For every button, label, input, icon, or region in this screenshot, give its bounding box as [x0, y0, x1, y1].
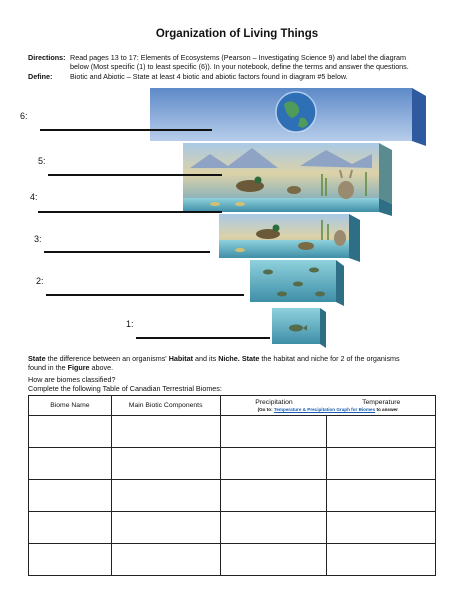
table-header-row: [29, 396, 436, 416]
cell-biotic[interactable]: [111, 544, 220, 576]
graph-link[interactable]: Temperature & Precipitation Graph for Biomes: [273, 407, 376, 412]
header-biotic-components: Main Biotic Components: [111, 396, 220, 416]
level-label-4: 4:: [30, 192, 38, 202]
cell-precip[interactable]: [220, 480, 327, 512]
cell-biotic[interactable]: [111, 512, 220, 544]
tier-community: [219, 214, 360, 262]
cell-temp[interactable]: [327, 416, 436, 448]
level-label-3: 3:: [34, 234, 42, 244]
header-precipitation: Precipitation: [255, 399, 293, 406]
cell-temp[interactable]: [327, 448, 436, 480]
tier-organism: [272, 308, 326, 348]
tier-population: [250, 260, 344, 306]
level-label-1: 1:: [126, 319, 134, 329]
level-label-5: 5:: [38, 156, 46, 166]
level-label-2: 2:: [36, 276, 44, 286]
define-text: Biotic and Abiotic – State at least 4 biotic and abiotic factors found in diagram #5 below.: [70, 72, 348, 81]
cell-precip[interactable]: [220, 544, 327, 576]
answer-line-1[interactable]: [136, 337, 270, 339]
directions-label: Directions:: [28, 53, 66, 62]
cell-biotic[interactable]: [111, 448, 220, 480]
table-row: [29, 480, 436, 512]
cell-biome[interactable]: [29, 416, 112, 448]
question-biome-classification: How are biomes classified?: [28, 375, 116, 384]
answer-line-6[interactable]: [40, 129, 212, 131]
tier-ecosystem: [183, 143, 392, 216]
table-row: [29, 512, 436, 544]
biome-table: [28, 395, 436, 576]
page-title: Organization of Living Things: [155, 28, 319, 40]
cell-precip[interactable]: [220, 448, 327, 480]
cell-biotic[interactable]: [111, 480, 220, 512]
directions-line-1: Read pages 13 to 17: Elements of Ecosystems (Pearson – Investigating Science 9) and label the diagram: [70, 53, 407, 62]
cell-precip[interactable]: [220, 512, 327, 544]
cell-biome[interactable]: [29, 544, 112, 576]
tier-biosphere: [150, 88, 426, 146]
answer-line-2[interactable]: [46, 294, 244, 296]
organization-diagram: [0, 80, 474, 350]
header-biome-name: Biome Name: [29, 396, 112, 416]
table-row: [29, 448, 436, 480]
cell-biome[interactable]: [29, 448, 112, 480]
table-row: [29, 416, 436, 448]
directions-line-2: below (Most specific (1) to least specific (6)). In your notebook, define the terms and answer the questions.: [70, 62, 409, 71]
question-habitat-niche: State the difference between an organisms' Habitat and its Niche. State the habitat and niche for 2 of the organisms found in the Figure above.: [28, 354, 400, 373]
cell-temp[interactable]: [327, 544, 436, 576]
level-label-6: 6:: [20, 111, 28, 121]
cell-precip[interactable]: [220, 416, 327, 448]
header-precip-temp: [220, 396, 436, 416]
cell-biome[interactable]: [29, 480, 112, 512]
answer-line-3[interactable]: [44, 251, 210, 253]
header-temperature: Temperature: [362, 399, 401, 406]
header-note: (Go to: Temperature & Precipitation Graph for Biomes to answer: [257, 407, 398, 412]
cell-biome[interactable]: [29, 512, 112, 544]
table-instructions: Complete the following Table of Canadian Terrestrial Biomes:: [28, 384, 222, 393]
answer-line-5[interactable]: [48, 174, 222, 176]
cell-biotic[interactable]: [111, 416, 220, 448]
answer-line-4[interactable]: [38, 211, 222, 213]
table-row: [29, 544, 436, 576]
directions-text: [70, 53, 474, 71]
cell-temp[interactable]: [327, 512, 436, 544]
define-label: Define:: [28, 72, 53, 81]
cell-temp[interactable]: [327, 480, 436, 512]
